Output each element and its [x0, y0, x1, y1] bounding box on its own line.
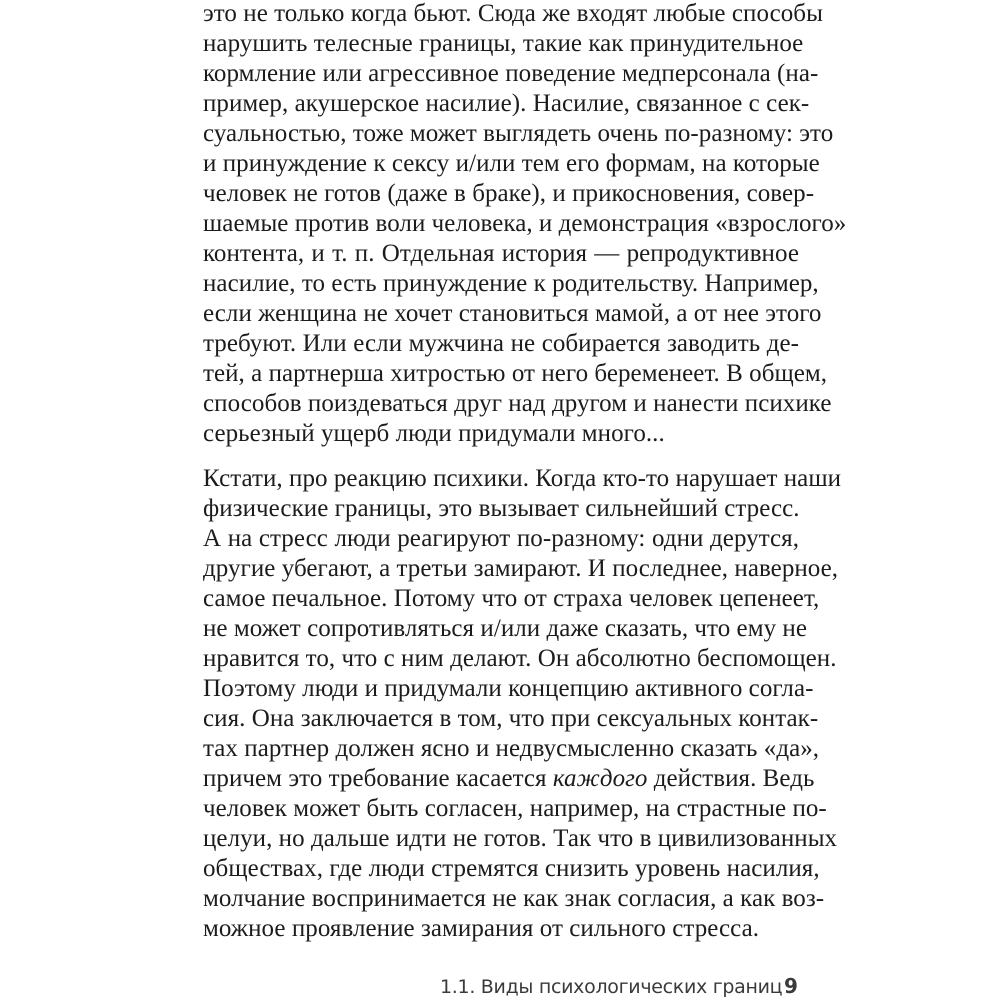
text-line: молчание воспринимается не как знак согласия, а как воз- [203, 885, 825, 912]
text-segment: причем это требование касается [203, 765, 553, 792]
text-line: целуи, но дальше идти не готов. Так что в цивилизованных [203, 825, 838, 852]
page-number: 9 [784, 974, 798, 998]
paragraph [203, 464, 842, 944]
text-line: насилие, то есть принуждение к родительству. Например, [203, 270, 819, 297]
text-line: кормление или агрессивное поведение медперсонала (на- [203, 60, 819, 87]
text-line: А на стресс люди реагируют по-разному: одни дерутся, [203, 525, 799, 552]
text-line: другие убегают, а третьи замирают. И последнее, наверное, [203, 555, 839, 582]
text-line: не может сопротивляться и/или даже сказать, что ему не [203, 615, 807, 642]
text-line [203, 764, 815, 794]
emphasis-text: каждого [552, 765, 648, 792]
text-line: нравится то, что с ним делают. Он абсолютно беспомощен. [203, 645, 837, 672]
text-line: способов поиздеваться друг над другом и нанести психике [203, 390, 832, 417]
text-line: самое печальное. Потому что от страха человек цепенеет, [203, 585, 820, 612]
text-line: человек может быть согласен, например, на страстные по- [203, 795, 827, 822]
text-line: требуют. Или если мужчина не собирается заводить де- [203, 330, 799, 357]
text-line: Кстати, про реакцию психики. Когда кто-то нарушает наши [203, 465, 842, 492]
paragraph [203, 0, 847, 449]
text-line: это не только когда бьют. Сюда же входят любые способы [203, 0, 823, 27]
text-line: можное проявление замирания от сильного стресса. [203, 915, 760, 942]
text-line: суальностью, тоже может выглядеть очень по-разному: это [203, 120, 834, 147]
text-line: сия. Она заключается в том, что при сексуальных контак- [203, 705, 819, 732]
text-line: и принуждение к сексу и/или тем его формам, на которые [203, 150, 820, 177]
text-line: серьезный ущерб люди придумали много... [203, 420, 665, 447]
text-line: обществах, где люди стремятся снизить уровень насилия, [203, 855, 820, 882]
text-line: если женщина не хочет становиться мамой, а от нее этого [203, 300, 822, 327]
text-line: физические границы, это вызывает сильнейший стресс. [203, 495, 800, 522]
text-segment: действия. Ведь [647, 765, 815, 792]
running-title: 1.1. Виды психологических границ [440, 976, 783, 998]
text-line: нарушить телесные границы, такие как принудительное [203, 30, 804, 57]
text-line: тах партнер должен ясно и недвусмысленно сказать «да», [203, 735, 820, 762]
text-line: пример, акушерское насилие). Насилие, связанное с сек- [203, 90, 810, 117]
text-line: шаемые против воли человека, и демонстрация «взрослого» [203, 210, 847, 237]
text-line: контента, и т. п. Отдельная история — репродуктивное [203, 240, 799, 267]
text-line: человек не готов (даже в браке), и прикосновения, совер- [203, 180, 815, 207]
text-line: тей, а партнерша хитростью от него беременеет. В общем, [203, 360, 828, 387]
text-line: Поэтому люди и придумали концепцию активного согла- [203, 675, 814, 702]
